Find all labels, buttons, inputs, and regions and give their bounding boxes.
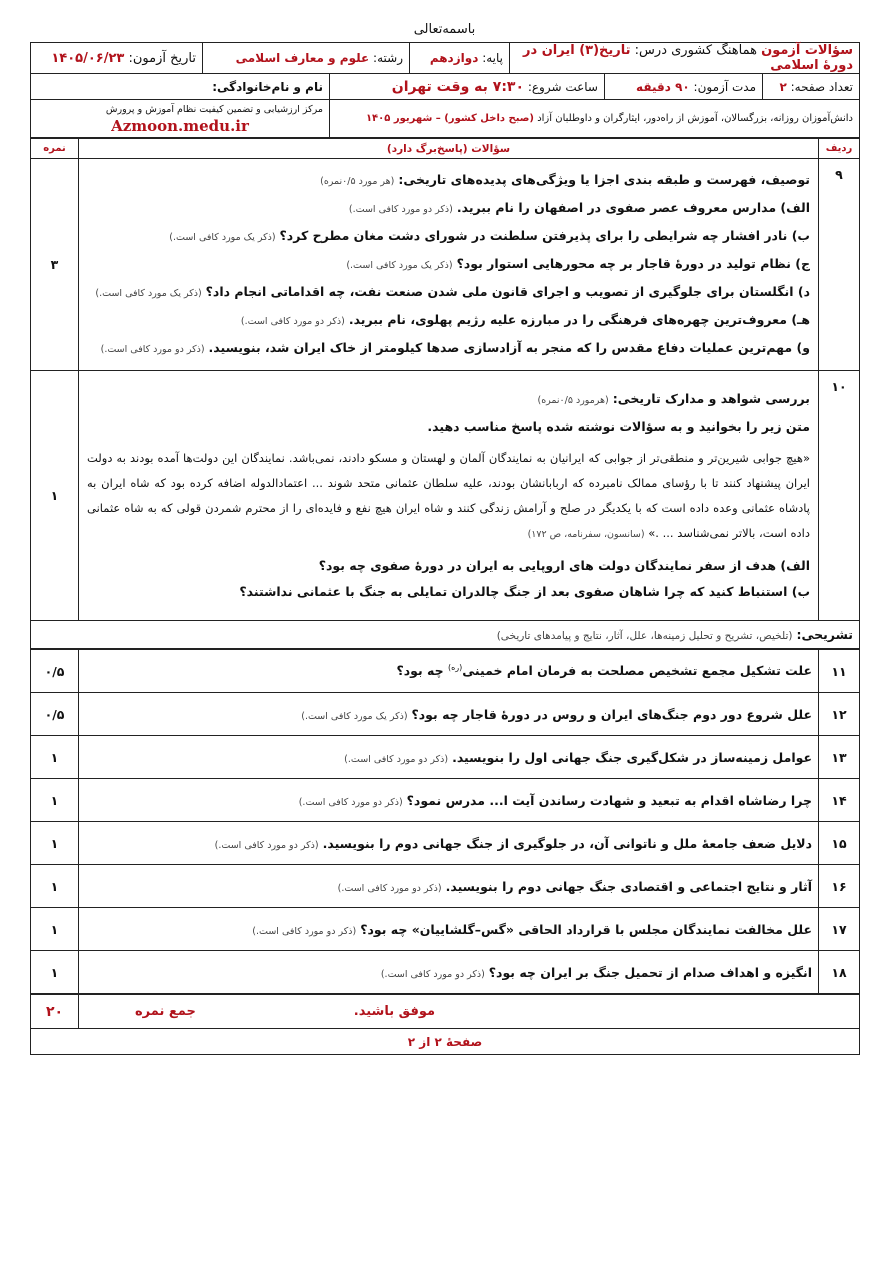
grade-cell <box>410 43 510 74</box>
question-row <box>31 951 860 994</box>
date-cell <box>31 43 203 74</box>
pages-label: تعداد صفحه: <box>790 79 853 94</box>
item-note: (ذکر دو مورد کافی است.) <box>100 343 205 355</box>
date-value: ۱۴۰۵/۰۶/۲۳ <box>51 50 125 66</box>
question-score: ۳ <box>31 159 79 371</box>
question-score: ۱ <box>31 951 79 994</box>
grade-label: پایه: <box>482 51 503 65</box>
page-number-cell <box>31 1029 860 1055</box>
question-number: ۱۸ <box>819 951 860 994</box>
item-text: ب) نادر افشار چه شرایطی را برای پذیرفتن سلطنت در شورای دشت مغان مطرح کرد؟ <box>279 227 810 243</box>
section-header <box>31 621 860 649</box>
historical-passage <box>87 446 810 547</box>
start-value: ۷:۳۰ به وقت تهران <box>391 78 525 95</box>
question-score: ۱ <box>31 822 79 865</box>
org-cell <box>31 100 330 138</box>
question-item <box>87 195 810 223</box>
question-number: ۱۴ <box>819 779 860 822</box>
bismillah: باسمه‌تعالی <box>413 22 476 37</box>
question-note: (ذکر یک مورد کافی است.) <box>301 710 408 722</box>
question-text: چرا رضاشاه اقدام به تبعید و شهادت رساندن آیت ا... مدرس نمود؟ <box>406 792 812 808</box>
item-text: ج) نظام تولید در دورهٔ قاجار بر چه محورهایی استوار بود؟ <box>456 255 810 271</box>
col-score-header: نمره <box>31 139 79 159</box>
passage-source: (سانسون، سفرنامه، ص ۱۷۲) <box>527 529 645 540</box>
exam-page <box>30 0 859 1055</box>
site-url[interactable]: Azmoon.medu.ir <box>111 116 249 135</box>
item-note: (ذکر دو مورد کافی است.) <box>348 203 453 215</box>
question-score: ۱ <box>31 736 79 779</box>
exam-title: سؤالات آزمون <box>761 43 853 58</box>
question-number: ۱۳ <box>819 736 860 779</box>
question-text: عوامل زمینه‌ساز در شکل‌گیری جنگ جهانی اول را بنویسید. <box>452 749 812 765</box>
question-text: علل مخالفت نمایندگان مجلس با قرارداد الحاقی «گس–گلشاییان» چه بود؟ <box>360 921 812 937</box>
total-label: جمع نمره <box>135 1004 196 1019</box>
question-number: ۱۶ <box>819 865 860 908</box>
name-cell <box>31 74 330 100</box>
question-number: ۱۲ <box>819 693 860 736</box>
item-note: (ذکر یک مورد کافی است.) <box>95 287 202 299</box>
question-row <box>31 779 860 822</box>
question-note: (ذکر دو مورد کافی است.) <box>252 925 357 937</box>
duration-cell <box>605 74 763 100</box>
question-number: ۱۰ <box>819 371 860 621</box>
start-label: ساعت شروع: <box>527 79 598 94</box>
question-text: علل شروع دور دوم جنگ‌های ایران و روس در دورهٔ قاجار چه بود؟ <box>411 706 812 722</box>
item-note: (ذکر دو مورد کافی است.) <box>240 315 345 327</box>
audience-text: دانش‌آموزان روزانه، بزرگسالان، آموزش از راه‌دور، ایثارگران و داوطلبان آزاد <box>537 113 853 124</box>
name-label: نام و نام‌خانوادگی: <box>212 79 323 94</box>
session-text: (صبح داخل کشور) – شهریور ۱۴۰۵ <box>365 113 535 124</box>
question-body <box>79 693 819 736</box>
section-title: تشریحی: <box>796 627 853 642</box>
question-item <box>87 251 810 279</box>
question-body <box>79 371 819 621</box>
pages-cell <box>763 74 860 100</box>
question-9 <box>31 159 860 371</box>
field-cell <box>203 43 410 74</box>
course-name: تاریخ(۳) ایران در دورهٔ اسلامی <box>523 43 853 73</box>
question-row <box>31 736 860 779</box>
question-body <box>79 779 819 822</box>
pages-value: ۲ <box>779 79 787 94</box>
question-body <box>79 650 819 693</box>
question-text: آثار و نتایج اجتماعی و اقتصادی جنگ جهانی دوم را بنویسید. <box>445 878 812 894</box>
question-item <box>87 307 810 335</box>
grade-value: دوازدهم <box>429 51 479 65</box>
section-note: (تلخیص، تشریح و تحلیل زمینه‌ها، علل، آثار، نتایج و پیامدهای تاریخی) <box>496 630 793 642</box>
question-note: (ذکر دو مورد کافی است.) <box>214 839 319 851</box>
start-cell <box>330 74 605 100</box>
question-note: (ذکر دو مورد کافی است.) <box>380 968 485 980</box>
question-row <box>31 908 860 951</box>
question-score: ۱ <box>31 908 79 951</box>
org-name: مرکز ارزشیابی و تضمین کیفیت نظام آموزش و پرورش <box>105 103 323 115</box>
question-row <box>31 693 860 736</box>
question-title: توصیف، فهرست و طبقه بندی اجزا یا ویژگی‌های پدیده‌های تاریخی: <box>398 171 810 187</box>
question-row <box>31 865 860 908</box>
footer-cell <box>79 995 860 1029</box>
passage-text: «هیچ جوابی شیرین‌تر و منطقی‌تر از جوابی که ایرانیان به نمایندگان آلمان و لهستان و مسکو دادند، نمی‌باشد. نمایندگان این دولت‌ها آمده بودند به دولت ایران پیشنهاد کنند تا با رؤسای ممالک نامبرده که اربابانشان بودند، علیه سلطان عثمانی متحد شوند ... اعتمادالدوله اضافه کرده بود که شاه ایران به پادشاه عثمانی وعده داده است که با یکدیگر در صلح و آرامش زندگی کنند و شاه ایران هیچ نفع و فایده‌ای را از محترم شمردن قولی که به شاه عثمانی داده است، بالاتر نمی‌شناسد ... .» <box>87 451 810 540</box>
question-text: دلایل ضعف جامعهٔ ملل و ناتوانی آن، در جلوگیری از جنگ جهانی دوم را بنویسید. <box>322 835 812 851</box>
question-item <box>87 335 810 363</box>
question-tail: چه بود؟ <box>396 663 448 679</box>
questions-table <box>30 138 860 649</box>
question-items <box>87 195 810 363</box>
question-score: ۱ <box>31 371 79 621</box>
question-row <box>31 650 860 693</box>
course-cell <box>510 43 860 74</box>
question-text: علت تشکیل مجمع تشخیص مصلحت به فرمان امام خمینی <box>462 663 812 679</box>
question-number: ۱۵ <box>819 822 860 865</box>
col-row-header: ردیف <box>819 139 860 159</box>
question-intro: متن زیر را بخوانید و به سؤالات نوشته شده پاسخ مناسب دهید. <box>427 419 810 434</box>
footer-table <box>30 994 860 1055</box>
item-note: (ذکر یک مورد کافی است.) <box>346 259 453 271</box>
item-text: د) انگلستان برای جلوگیری از تصویب و اجرای قانون ملی شدن صنعت نفت، چه اقداماتی انجام داد؟ <box>205 283 810 299</box>
field-label: رشته: <box>373 51 403 65</box>
duration-label: مدت آزمون: <box>693 79 756 94</box>
short-questions-table <box>30 649 860 994</box>
question-score: ۰/۵ <box>31 650 79 693</box>
page-number: صفحهٔ ۲ از ۲ <box>407 1035 483 1049</box>
item-text: هـ) معروف‌ترین چهره‌های فرهنگی را در مبارزه علیه رژیم پهلوی، نام ببرید. <box>348 311 810 327</box>
question-body <box>79 951 819 994</box>
date-label: تاریخ آزمون: <box>128 50 196 66</box>
question-title: بررسی شواهد و مدارک تاریخی: <box>612 391 810 406</box>
question-text: انگیزه و اهداف صدام از تحمیل جنگ بر ایران چه بود؟ <box>488 964 812 980</box>
good-luck-text: موفق باشید. <box>353 1004 436 1019</box>
question-body <box>79 159 819 371</box>
item-text: و) مهم‌ترین عملیات دفاع مقدس را که منجر به آزادسازی صدها کیلومتر از خاک ایران شد، بنویسید. <box>208 339 810 355</box>
question-note: (ذکر دو مورد کافی است.) <box>298 796 403 808</box>
exam-header <box>30 42 860 138</box>
question-note: (ذکر دو مورد کافی است.) <box>344 753 449 765</box>
duration-value: ۹۰ دقیقه <box>636 79 690 94</box>
question-title-note: (هر مورد ۰/۵نمره) <box>320 175 395 187</box>
question-body <box>79 865 819 908</box>
question-number: ۱۱ <box>819 650 860 693</box>
section-title-cell <box>31 621 860 649</box>
question-score: ۱ <box>31 865 79 908</box>
question-number: ۱۷ <box>819 908 860 951</box>
question-item <box>87 279 810 307</box>
question-note: (ذکر دو مورد کافی است.) <box>337 882 442 894</box>
col-questions-header: سؤالات (پاسخ‌برگ دارد) <box>79 139 819 159</box>
sub-question: الف) هدف از سفر نمایندگان دولت های اروپایی به ایران در دورهٔ صفوی چه بود؟ <box>318 558 810 573</box>
sub-question: ب) استنباط کنید که چرا شاهان صفوی بعد از جنگ چالدران تمایلی به جنگ با عثمانی نداشتند؟ <box>239 584 810 599</box>
item-text: الف) مدارس معروف عصر صفوی در اصفهان را نام ببرید. <box>456 199 810 215</box>
question-score: ۱ <box>31 779 79 822</box>
question-item <box>87 223 810 251</box>
question-title-note: (هرمورد ۰/۵نمره) <box>537 395 609 406</box>
audience-cell <box>330 100 860 138</box>
honorific: (ره) <box>447 663 463 673</box>
course-label: هماهنگ کشوری درس: <box>634 43 757 58</box>
question-number: ۹ <box>819 159 860 371</box>
question-body <box>79 908 819 951</box>
item-note: (ذکر یک مورد کافی است.) <box>169 231 276 243</box>
question-body <box>79 736 819 779</box>
question-body <box>79 822 819 865</box>
total-score: ۲۰ <box>31 995 79 1029</box>
question-score: ۰/۵ <box>31 693 79 736</box>
question-10 <box>31 371 860 621</box>
sub-questions <box>87 553 810 605</box>
field-value: علوم و معارف اسلامی <box>235 51 370 65</box>
question-row <box>31 822 860 865</box>
